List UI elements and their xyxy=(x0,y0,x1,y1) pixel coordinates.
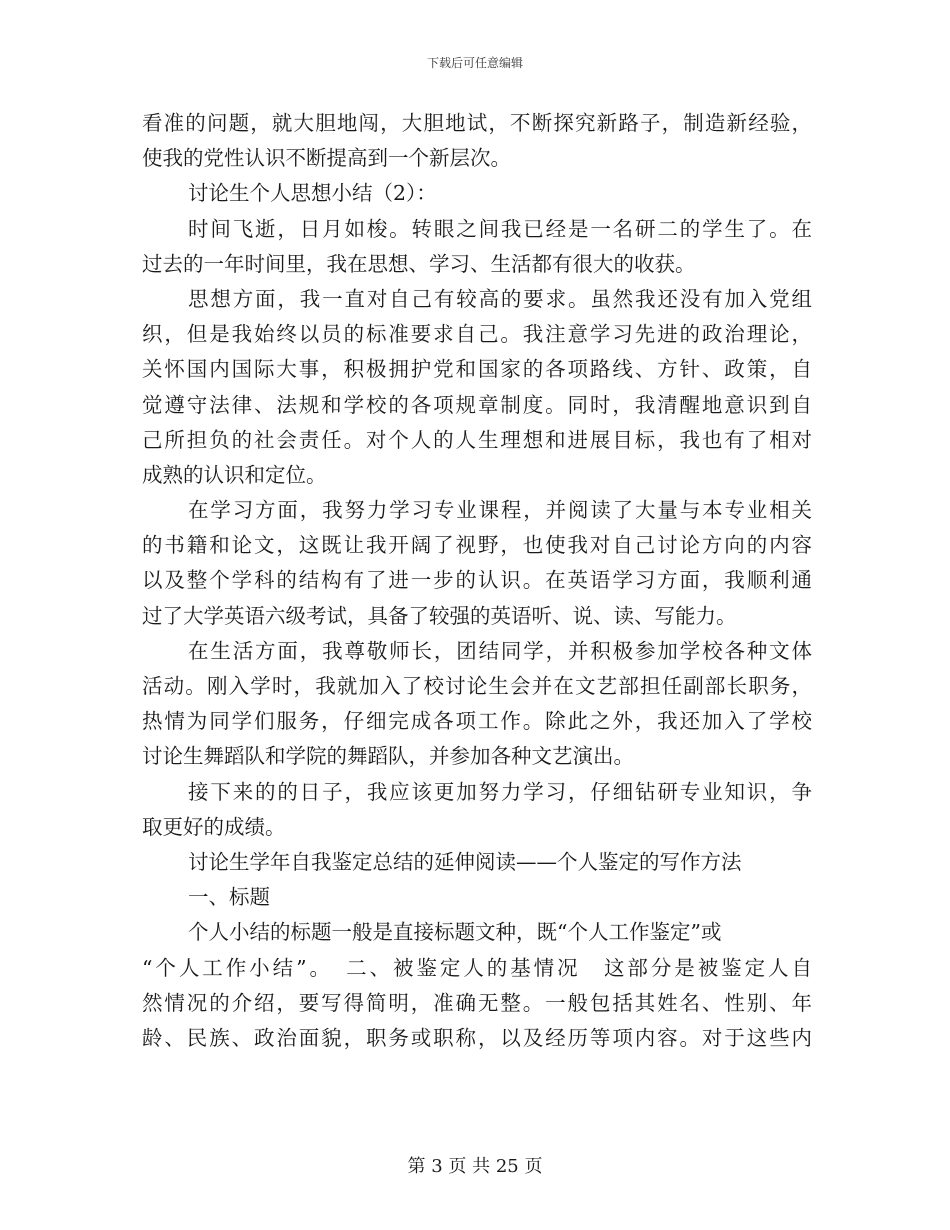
page-footer: 第 3 页 共 25 页 xyxy=(407,1156,543,1177)
header-note: 下载后可任意编辑 xyxy=(426,56,523,70)
text-line: 然情况的介绍，要写得简明，准确无整。一般包括其姓名、性别、年 xyxy=(142,990,812,1015)
text-line: 使我的党性认识不断提高到一个新层次。 xyxy=(142,146,511,171)
text-line: 织，但是我始终以员的标准要求自己。我注意学习先进的政治理论， xyxy=(142,322,812,347)
text-line: 讨论生个人思想小结（2）： xyxy=(188,181,437,206)
text-line: 讨论生舞蹈队和学院的舞蹈队，并参加各种文艺演出。 xyxy=(142,744,634,769)
text-line: 接下来的的日子，我应该更加努力学习，仔细钻研专业知识，争 xyxy=(188,779,812,804)
text-line: 关怀国内国际大事，积极拥护党和国家的各项路线、方针、政策，自 xyxy=(142,357,812,382)
document-body xyxy=(142,106,812,1056)
text-line: 以及整个学科的结构有了进一步的认识。在英语学习方面，我顺利通 xyxy=(142,568,812,593)
text-line: 成熟的认识和定位。 xyxy=(142,462,327,487)
text-line: 己所担负的社会责任。对个人的人生理想和进展目标，我也有了相对 xyxy=(142,427,812,452)
text-line: 个人小结的标题一般是直接标题文种，既“个人工作鉴定”或 xyxy=(188,920,722,945)
text-line: “个人工作小结”。 二、被鉴定人的基情况 这部分是被鉴定人自 xyxy=(142,955,812,980)
text-line: 在生活方面，我尊敬师长，团结同学，并积极参加学校各种文体 xyxy=(188,638,812,663)
text-line: 思想方面，我一直对自己有较高的要求。虽然我还没有加入党组 xyxy=(188,286,812,311)
text-line: 讨论生学年自我鉴定总结的延伸阅读——个人鉴定的写作方法 xyxy=(188,849,742,874)
text-line: 热情为同学们服务，仔细完成各项工作。除此之外，我还加入了学校 xyxy=(142,709,812,734)
text-line: 取更好的成绩。 xyxy=(142,814,286,839)
text-line: 过去的一年时间里，我在思想、学习、生活都有很大的收获。 xyxy=(142,251,696,276)
text-line: 时间飞逝，日月如梭。转眼之间我已经是一名研二的学生了。在 xyxy=(188,216,812,241)
text-line: 龄、民族、政治面貌，职务或职称，以及经历等项内容。对于这些内 xyxy=(142,1025,812,1050)
text-line: 的书籍和论文，这既让我开阔了视野，也使我对自己讨论方向的内容 xyxy=(142,533,812,558)
text-line: 在学习方面，我努力学习专业课程，并阅读了大量与本专业相关 xyxy=(188,498,812,523)
text-line: 过了大学英语六级考试，具备了较强的英语听、说、读、写能力。 xyxy=(142,603,737,628)
text-line: 活动。刚入学时，我就加入了校讨论生会并在文艺部担任副部长职务， xyxy=(142,674,812,698)
text-line: 觉遵守法律、法规和学校的各项规章制度。同时，我清醒地意识到自 xyxy=(142,392,812,417)
text-line: 看准的问题，就大胆地闯，大胆地试，不断探究新路子，制造新经验， xyxy=(142,111,812,135)
text-line: 一、标题 xyxy=(188,885,270,910)
